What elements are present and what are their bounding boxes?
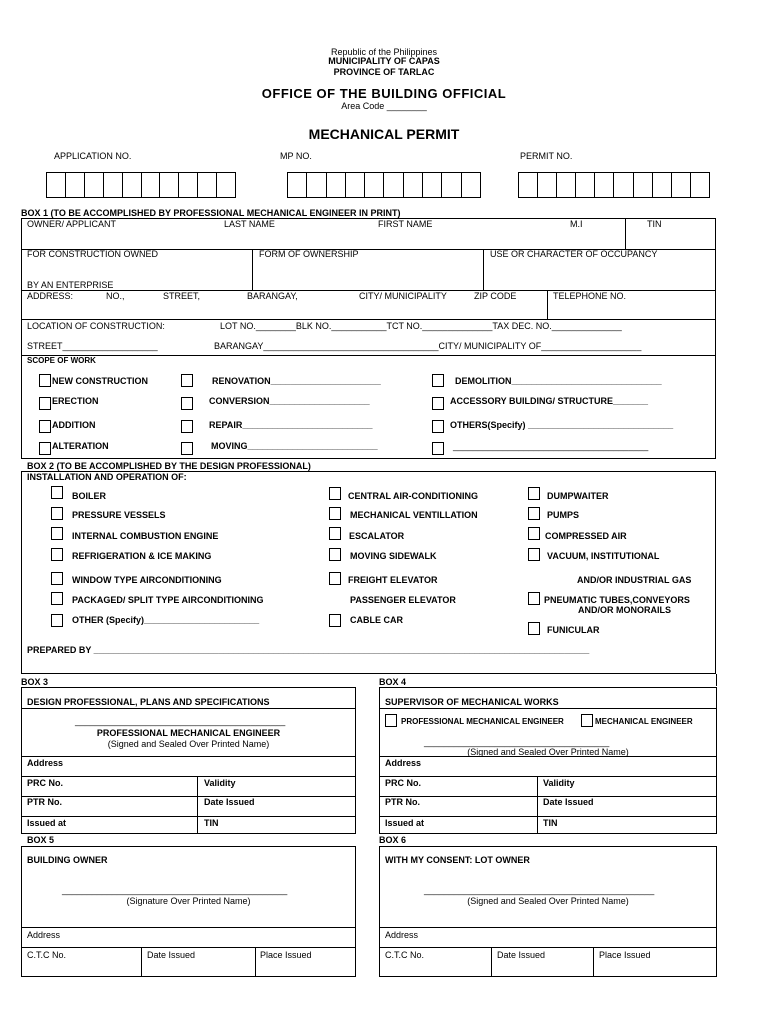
pumps-label: PUMPS [547,510,580,520]
pressure-label: PRESSURE VESSELS [72,510,166,520]
for-construction-label: FOR CONSTRUCTION OWNED [27,249,158,259]
box3-label: BOX 3 [21,677,49,687]
moving-label: MOVING__________________________ [211,441,378,451]
dumpwaiter-label: DUMPWAITER [547,491,609,501]
box4-tin: TIN [543,818,558,828]
form-ownership-label: FORM OF OWNERSHIP [259,249,359,259]
ventillation-label: MECHANICAL VENTILLATION [350,510,478,520]
alteration-checkbox[interactable] [39,442,51,455]
box1-title: BOX 1 (TO BE ACCOMPLISHED BY PROFESSIONAL MECHANICAL ENGINEER IN PRINT) [21,208,401,218]
box3-role: PROFESSIONAL MECHANICAL ENGINEER [96,728,281,738]
pme-checkbox[interactable] [385,714,397,727]
box5-date-issued: Date Issued [147,950,196,960]
combustion-label: INTERNAL COMBUSTION ENGINE [72,531,219,541]
box5-signed: (Signature Over Printed Name) [126,896,251,906]
window-type-label: WINDOW TYPE AIRCONDITIONING [72,575,222,585]
pme-label: PROFESSIONAL MECHANICAL ENGINEER [401,717,564,726]
accessory-label: ACCESSORY BUILDING/ STRUCTURE_______ [450,396,649,406]
by-enterprise-label: BY AN ENTERPRISE [27,280,114,290]
province-text: PROVINCE OF TARLAC [333,67,435,77]
window-type-checkbox[interactable] [51,572,63,585]
office-title: OFFICE OF THE BUILDING OFFICIAL [261,86,507,101]
box4-label: BOX 4 [379,677,407,687]
mp-no-label: MP NO. [280,151,312,161]
box4-validity: Validity [543,778,575,788]
monorails-label: AND/OR MONORAILS [578,605,671,615]
owner-label: OWNER/ APPLICANT [27,219,117,229]
box3-validity: Validity [204,778,236,788]
other-label: OTHER (Specify)_______________________ [72,615,260,625]
packaged-checkbox[interactable] [51,592,63,605]
packaged-label: PACKAGED/ SPLIT TYPE AIRCONDITIONING [72,595,264,605]
last-name-label: LAST NAME [224,219,275,229]
box3 [21,687,356,834]
renovation-checkbox[interactable] [181,374,193,387]
box4-date-issued: Date Issued [543,797,594,807]
mp-no-field[interactable] [287,172,481,198]
new-construction-label: NEW CONSTRUCTION [52,376,148,386]
box6-sign-line[interactable]: ______________________________________________ [424,885,655,895]
box6-date-issued: Date Issued [497,950,546,960]
application-no-label: APPLICATION NO. [54,151,132,161]
ventillation-checkbox[interactable] [329,507,341,520]
escalator-label: ESCALATOR [349,531,405,541]
permit-no-label: PERMIT NO. [520,151,573,161]
box6-title: WITH MY CONSENT: LOT OWNER [385,855,530,865]
permit-no-field[interactable] [518,172,710,198]
box6-ctc: C.T.C No. [385,950,425,960]
prepared-by-line[interactable]: PREPARED BY ___________________________________________________________________________________________________ [27,645,590,655]
central-air-label: CENTRAL AIR-CONDITIONING [348,491,478,501]
moving-checkbox[interactable] [181,442,193,455]
zip-label: ZIP CODE [474,291,517,301]
box6-label: BOX 6 [379,835,407,845]
alteration-label: ALTERATION [52,441,109,451]
box4-ptr: PTR No. [385,797,420,807]
barangay-line[interactable]: BARANGAY___________________________________CITY/ MUNICIPALITY OF____________________ [214,341,642,351]
box6-place-issued: Place Issued [599,950,651,960]
box5-title: BUILDING OWNER [27,855,108,865]
compressed-checkbox[interactable] [528,527,540,540]
tin-label: TIN [647,219,662,229]
box6 [379,846,717,977]
me-checkbox[interactable] [581,714,593,727]
mi-label: M.I [570,219,583,229]
box3-issued-at: Issued at [27,818,67,828]
area-code: Area Code ________ [341,101,427,111]
box5-address: Address [27,930,61,940]
passenger-label: PASSENGER ELEVATOR [350,595,456,605]
address-label: ADDRESS: [27,291,74,301]
street-line[interactable]: STREET___________________ [27,341,158,351]
blank-line[interactable]: _______________________________________ [453,441,649,451]
location-label: LOCATION OF CONSTRUCTION: [27,321,165,331]
boiler-label: BOILER [72,491,107,501]
blank-checkbox[interactable] [432,442,444,455]
installation-title: INSTALLATION AND OPERATION OF: [27,472,187,482]
box3-signed: (Signed and Sealed Over Printed Name) [107,739,270,749]
pressure-checkbox[interactable] [51,507,63,520]
others-checkbox[interactable] [432,420,444,433]
address-street-label: STREET, [163,291,201,301]
freight-checkbox[interactable] [329,572,341,585]
addition-label: ADDITION [52,420,96,430]
box4 [379,687,717,834]
new-construction-checkbox[interactable] [39,374,51,387]
use-character-label: USE OR CHARACTER OF OCCUPANCY [490,249,658,259]
first-name-label: FIRST NAME [378,219,433,229]
sidewalk-label: MOVING SIDEWALK [350,551,437,561]
municipality-text: MUNICIPALITY OF CAPAS [328,56,440,66]
conversion-checkbox[interactable] [181,397,193,410]
boiler-checkbox[interactable] [51,486,63,499]
accessory-checkbox[interactable] [432,397,444,410]
telephone-label: TELEPHONE NO. [553,291,627,301]
vacuum-checkbox[interactable] [528,548,540,561]
freight-label: FREIGHT ELEVATOR [348,575,438,585]
box4-sign-line[interactable]: _____________________________________ [424,737,610,747]
application-no-field[interactable] [46,172,236,198]
box5-label: BOX 5 [27,835,55,845]
compressed-label: COMPRESSED AIR [545,531,627,541]
box3-address: Address [27,758,64,768]
others-label: OTHERS(Specify) _____________________________ [450,420,674,430]
box4-signed: (Signed and Sealed Over Printed Name) [467,747,629,757]
escalator-checkbox[interactable] [329,527,341,540]
dumpwaiter-checkbox[interactable] [528,487,540,500]
box4-title: SUPERVISOR OF MECHANICAL WORKS [385,697,559,707]
funicular-label: FUNICULAR [547,625,600,635]
box3-sign-line[interactable]: __________________________________________ [75,716,286,726]
central-air-checkbox[interactable] [329,487,341,500]
vacuum-label: VACUUM, INSTITUTIONAL [547,551,660,561]
me-label: MECHANICAL ENGINEER [595,717,693,726]
box4-prc: PRC No. [385,778,421,788]
combustion-checkbox[interactable] [51,527,63,540]
pneumatic-checkbox[interactable] [528,592,540,605]
page-title: MECHANICAL PERMIT [308,126,460,142]
republic-text: Republic of the Philippines [330,47,438,57]
box5-sign-line[interactable]: _____________________________________________ [62,885,288,895]
box3-prc: PRC No. [27,778,63,788]
refrigeration-checkbox[interactable] [51,548,63,561]
pumps-checkbox[interactable] [528,507,540,520]
box6-address: Address [385,930,419,940]
box3-date-issued: Date Issued [204,797,255,807]
erection-label: ERECTION [52,396,99,406]
box2-title: BOX 2 (TO BE ACCOMPLISHED BY THE DESIGN PROFESSIONAL) [27,461,311,471]
cable-car-checkbox[interactable] [329,614,341,627]
renovation-label: RENOVATION______________________ [212,376,381,386]
cable-car-label: CABLE CAR [350,615,403,625]
sidewalk-checkbox[interactable] [329,548,341,561]
refrigeration-label: REFRIGERATION & ICE MAKING [72,551,212,561]
conversion-label: CONVERSION____________________ [209,396,370,406]
repair-checkbox[interactable] [181,420,193,433]
box3-tin: TIN [204,818,219,828]
addition-checkbox[interactable] [39,420,51,433]
lot-line[interactable]: LOT NO.________BLK NO.___________TCT NO.______________TAX DEC. NO.______________ [220,321,622,331]
box6-signed: (Signed and Sealed Over Printed Name) [467,896,629,906]
funicular-checkbox[interactable] [528,622,540,635]
repair-label: REPAIR__________________________ [209,420,373,430]
box3-title: DESIGN PROFESSIONAL, PLANS AND SPECIFICATIONS [27,697,270,707]
pneumatic-label: PNEUMATIC TUBES,CONVEYORS [544,595,690,605]
other-checkbox[interactable] [51,614,63,627]
box5-place-issued: Place Issued [260,950,312,960]
box5-ctc: C.T.C No. [27,950,67,960]
address-barangay-label: BARANGAY, [247,291,298,301]
address-city-label: CITY/ MUNICIPALITY [359,291,447,301]
demolition-label: DEMOLITION______________________________ [455,376,662,386]
demolition-checkbox[interactable] [432,374,444,387]
box3-ptr: PTR No. [27,797,62,807]
industrial-gas-label: AND/OR INDUSTRIAL GAS [577,575,692,585]
box4-issued-at: Issued at [385,818,425,828]
box2 [21,471,716,674]
address-no-label: NO., [106,291,125,301]
box4-address: Address [385,758,422,768]
scope-title: SCOPE OF WORK [27,356,96,365]
erection-checkbox[interactable] [39,397,51,410]
